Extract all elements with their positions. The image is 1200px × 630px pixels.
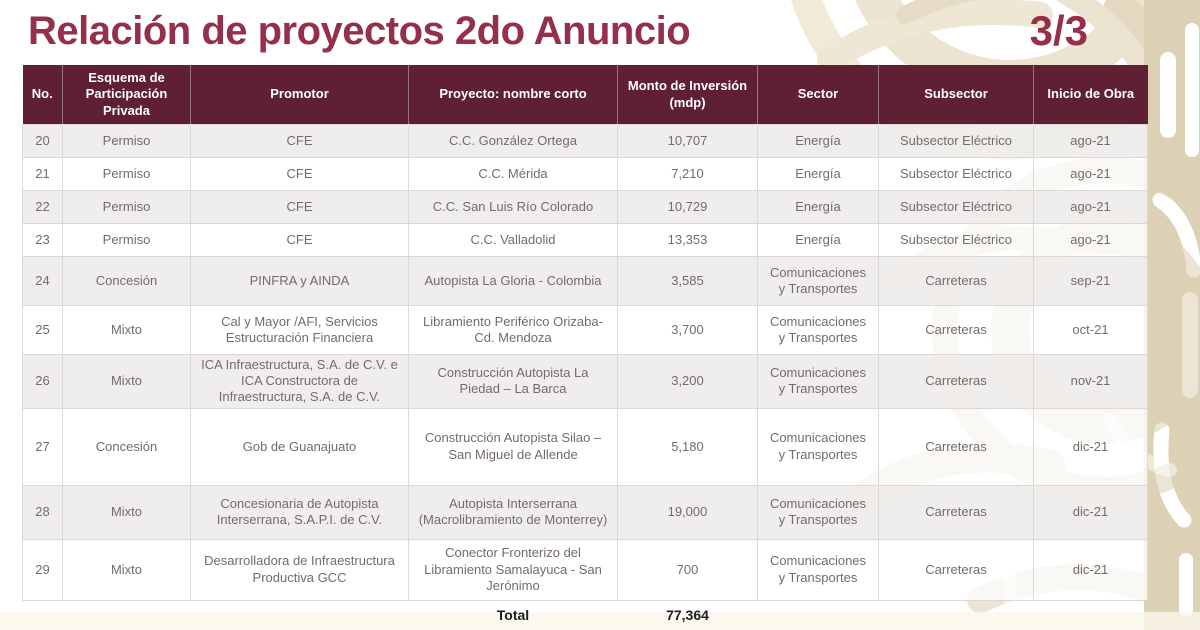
table-header	[23, 65, 1148, 124]
table-cell: 28	[23, 485, 63, 539]
table-cell: Mixto	[63, 539, 191, 600]
table-cell: 20	[23, 124, 63, 157]
table-cell: 13,353	[618, 223, 758, 256]
table-cell: C.C. González Ortega	[409, 124, 618, 157]
total-label: Total	[496, 606, 530, 623]
table-cell: 19,000	[618, 485, 758, 539]
table-row	[23, 124, 1148, 157]
table-cell: Permiso	[63, 124, 191, 157]
table-cell: 3,585	[618, 256, 758, 305]
table-cell: Concesión	[63, 408, 191, 485]
table-cell: Comunicaciones y Transportes	[758, 256, 879, 305]
table-cell: Permiso	[63, 190, 191, 223]
table-cell: 23	[23, 223, 63, 256]
table-cell: Carreteras	[879, 305, 1034, 354]
column-header-7: Inicio de Obra	[1034, 65, 1148, 124]
column-header-2: Promotor	[191, 65, 409, 124]
table-cell: ago-21	[1034, 223, 1148, 256]
table-cell: Energía	[758, 190, 879, 223]
table-cell: sep-21	[1034, 256, 1148, 305]
table-cell: oct-21	[1034, 305, 1148, 354]
table-cell: Energía	[758, 223, 879, 256]
column-header-5: Sector	[758, 65, 879, 124]
table-cell: Subsector Eléctrico	[879, 124, 1034, 157]
table-row	[23, 190, 1148, 223]
table-cell: Comunicaciones y Transportes	[758, 485, 879, 539]
table-cell: 29	[23, 539, 63, 600]
table-cell: dic-21	[1034, 539, 1148, 600]
table-row	[23, 354, 1148, 408]
table-cell: Carreteras	[879, 539, 1034, 600]
table-cell: Permiso	[63, 157, 191, 190]
table-cell: Concesionaria de Autopista Interserrana, S.A.P.I. de C.V.	[191, 485, 409, 539]
table-cell: C.C. Mérida	[409, 157, 618, 190]
table-cell: Mixto	[63, 485, 191, 539]
table-row	[23, 157, 1148, 190]
table-cell: Comunicaciones y Transportes	[758, 408, 879, 485]
table-cell: PINFRA y AINDA	[191, 256, 409, 305]
column-header-6: Subsector	[879, 65, 1034, 124]
table-cell: ago-21	[1034, 124, 1148, 157]
table-cell: dic-21	[1034, 485, 1148, 539]
table-row	[23, 408, 1148, 485]
column-header-3: Proyecto: nombre corto	[409, 65, 618, 124]
page-title: Relación de proyectos 2do Anuncio	[28, 9, 691, 53]
table-cell: Subsector Eléctrico	[879, 157, 1034, 190]
table-cell: Construcción Autopista La Piedad – La Barca	[409, 354, 618, 408]
total-spacer	[758, 600, 1148, 625]
table-cell: Carreteras	[879, 485, 1034, 539]
projects-table	[22, 65, 1148, 625]
table-cell: 22	[23, 190, 63, 223]
table-cell: nov-21	[1034, 354, 1148, 408]
table-cell: Comunicaciones y Transportes	[758, 305, 879, 354]
titlebar	[22, 0, 1200, 54]
table-row	[23, 539, 1148, 600]
table-cell: C.C. San Luis Río Colorado	[409, 190, 618, 223]
table-cell: 24	[23, 256, 63, 305]
table-cell: Subsector Eléctrico	[879, 223, 1034, 256]
table-cell: Carreteras	[879, 408, 1034, 485]
table-cell: Comunicaciones y Transportes	[758, 539, 879, 600]
table-cell: ICA Infraestructura, S.A. de C.V. e ICA Constructora de Infraestructura, S.A. de C.V.	[191, 354, 409, 408]
table-cell: 5,180	[618, 408, 758, 485]
column-header-1: Esquema de Participación Privada	[63, 65, 191, 124]
total-spacer	[23, 600, 409, 625]
table-cell: Cal y Mayor /AFI, Servicios Estructuración Financiera	[191, 305, 409, 354]
table-cell: 25	[23, 305, 63, 354]
table-header-row	[23, 65, 1148, 124]
table-cell: Concesión	[63, 256, 191, 305]
page-indicator: 3/3	[1029, 7, 1088, 54]
table-cell: Carreteras	[879, 256, 1034, 305]
table-cell: ago-21	[1034, 157, 1148, 190]
table-footer	[23, 600, 1148, 625]
table-cell: 26	[23, 354, 63, 408]
table-cell: Carreteras	[879, 354, 1034, 408]
table-cell: CFE	[191, 223, 409, 256]
table-cell: CFE	[191, 157, 409, 190]
column-header-0: No.	[23, 65, 63, 124]
table-cell: Mixto	[63, 305, 191, 354]
table-cell: Libramiento Periférico Orizaba-Cd. Mendoza	[409, 305, 618, 354]
table-row	[23, 485, 1148, 539]
column-header-4: Monto de Inversión (mdp)	[618, 65, 758, 124]
table-row	[23, 223, 1148, 256]
table-cell: Subsector Eléctrico	[879, 190, 1034, 223]
table-cell: 21	[23, 157, 63, 190]
table-cell: 27	[23, 408, 63, 485]
table-cell: Energía	[758, 124, 879, 157]
table-cell: Autopista La Gloria - Colombia	[409, 256, 618, 305]
table-cell: Energía	[758, 157, 879, 190]
table-cell: 3,200	[618, 354, 758, 408]
table-cell: Comunicaciones y Transportes	[758, 354, 879, 408]
table-cell: 7,210	[618, 157, 758, 190]
table-cell: C.C. Valladolid	[409, 223, 618, 256]
total-value: 77,364	[666, 606, 709, 623]
table-row	[23, 305, 1148, 354]
table-cell: 3,700	[618, 305, 758, 354]
table-cell: Conector Fronterizo del Libramiento Samalayuca - San Jerónimo	[409, 539, 618, 600]
table-cell: Desarrolladora de Infraestructura Productiva GCC	[191, 539, 409, 600]
table-cell: Permiso	[63, 223, 191, 256]
table-cell: Construcción Autopista Silao – San Miguel de Allende	[409, 408, 618, 485]
table-row	[23, 256, 1148, 305]
table-body	[23, 124, 1148, 600]
table-cell: ago-21	[1034, 190, 1148, 223]
table-cell: Gob de Guanajuato	[191, 408, 409, 485]
table-cell: Mixto	[63, 354, 191, 408]
total-row	[23, 600, 1148, 625]
table-cell: 10,729	[618, 190, 758, 223]
table-cell: 10,707	[618, 124, 758, 157]
table-cell: dic-21	[1034, 408, 1148, 485]
table-cell: Autopista Interserrana (Macrolibramiento de Monterrey)	[409, 485, 618, 539]
table-cell: 700	[618, 539, 758, 600]
table-cell: CFE	[191, 124, 409, 157]
table-cell: CFE	[191, 190, 409, 223]
